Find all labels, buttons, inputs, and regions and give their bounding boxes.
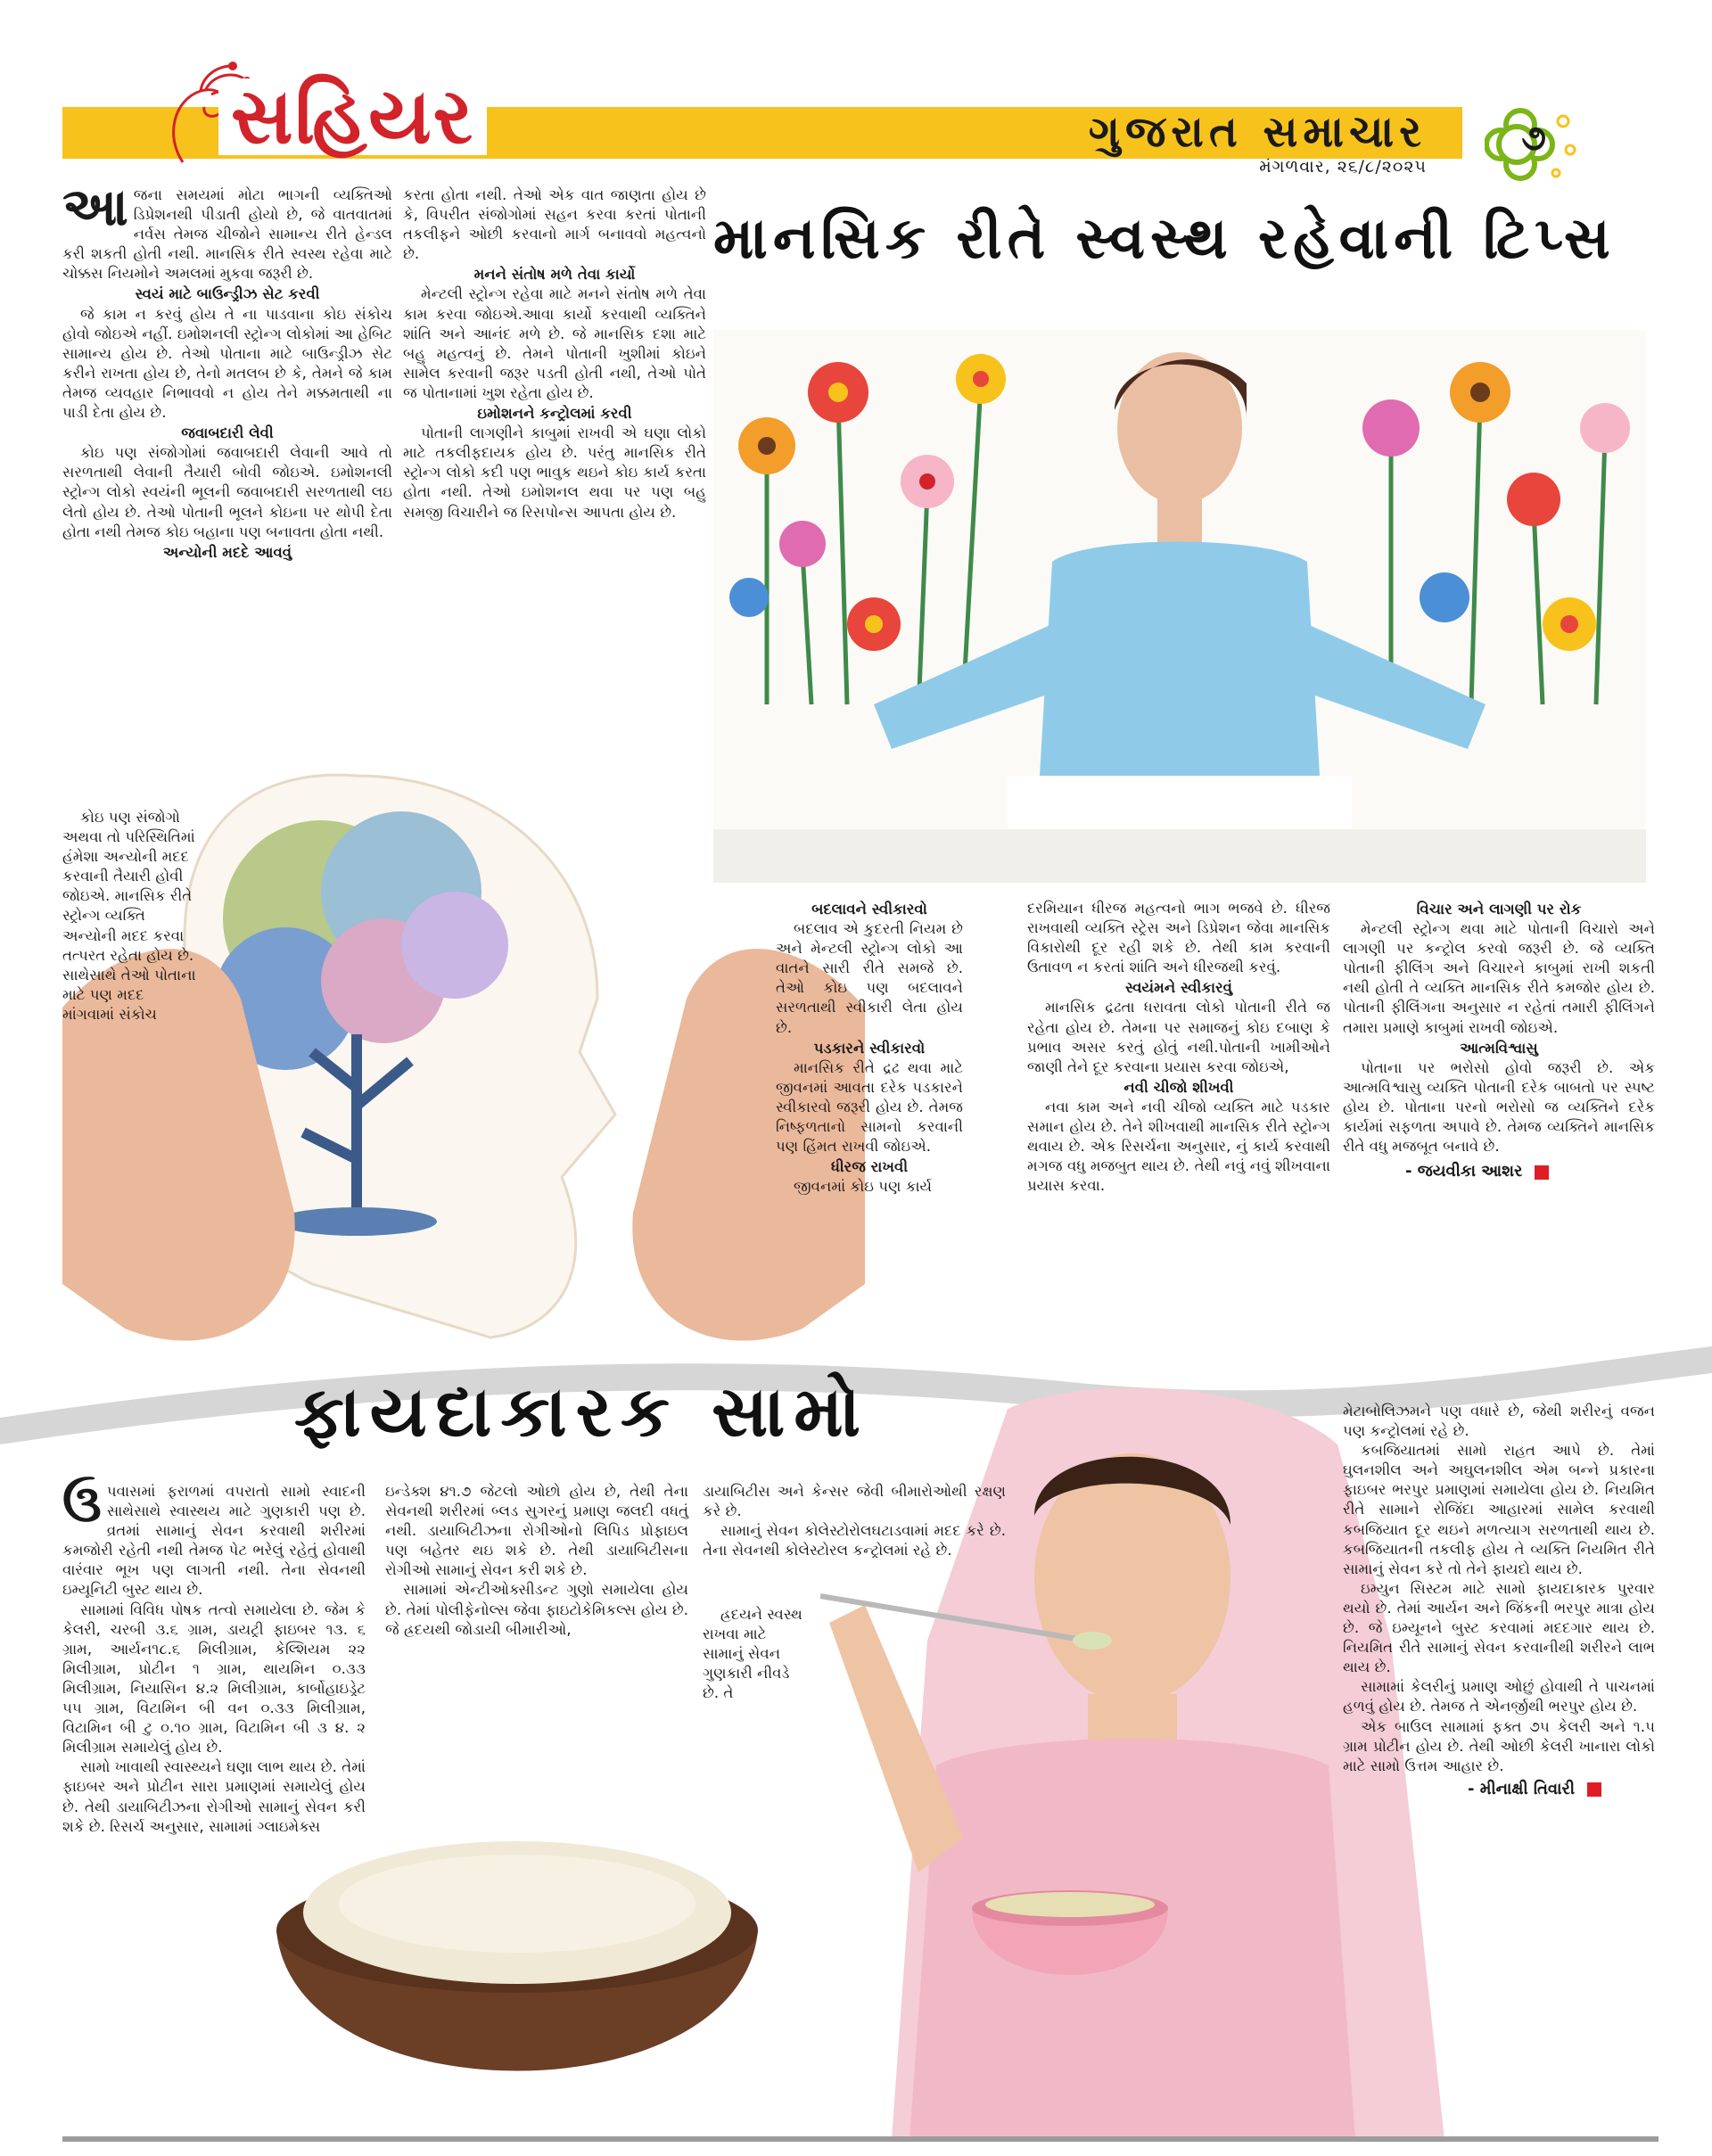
body-text: હ્રદયને સ્વસ્થ રાખવા માટે સામાનું સેવન ગુણકારી નીવડે છે. તે [703, 1606, 802, 1702]
article-1-column-1-wrap [62, 808, 196, 1025]
body-text: સામામાં કેલરીનું પ્રમાણ ઓછું હોવાથી તે પાચનમાં હળવું હોય છે. તેમજ તે એનર્જીથી ભરપુર હોય છે. [1343, 1678, 1655, 1716]
article-1-column-1 [62, 177, 392, 563]
newspaper-name: ગુજરાત સમાચાર [1088, 107, 1427, 157]
body-text: દરમિયાન ધીરજ મહત્વનો ભાગ ભજવે છે. ધીરજ રાખવાથી વ્યક્તિ સ્ટ્રેસ અને ડિપ્રેશન જેવા માનસિક વિકારોથી દૂર રહી શકે છે. તેથી કામ કરવાની ઉતાવળ ન કરતાં શાંતિ અને ધીરજથી કરવું. [1027, 900, 1330, 976]
subhead: અન્યોની મદદે આવવું [162, 543, 292, 561]
issue-date: મંગળવાર, ૨૬/૮/૨૦૨૫ [1259, 157, 1427, 177]
dropcap: ઉ [62, 1473, 102, 1534]
byline: - મીનાક્ષી તિવારી [1468, 1779, 1575, 1798]
body-text: પોતાની લાગણીને કાબુમાં રાખવી એ ઘણા લોકો માટે તકલીફદાયક હોય છે. પરંતુ માનસિક રીતે સ્ટ્રોન્ગ લોકો કદી પણ ભાવુક થઇને કોઇ કાર્ય કરતા હોતા નથી. તેઓ ઇમોશનલ થવા પર પણ બહુ સમજી વિચારીને જ રિસપોન્સ આપતા હોય છે. [403, 424, 706, 521]
article-1-headline: માનસિક રીતે સ્વસ્થ રહેવાની ટિપ્સ [713, 206, 1616, 272]
subhead: જવાબદારી લેવી [181, 424, 274, 442]
intro-text: જના સમયમાં મોટા ભાગની વ્યક્તિઓ ડિપ્રેશનથી પીડાતી હોયો છે, જે વાતવાતમાં નર્વસ તેમજ ચીજોને સામાન્ય રીતે હેન્ડલ કરી શકતી હોતી નથી. માનસિક રીતે સ્વસ્થ રહેવા માટે ચોક્કસ નિયમોને અમલમાં મુકવા જરૂરી છે. [62, 186, 392, 283]
body-text: સામામાં વિવિધ પોષક તત્વો સમાયેલા છે. જેમ કે કેલરી, ચરબી ૩.૬ ગ્રામ, ડાયટ્રી ફાઇબર ૧૩. ૬ ગ્રામ, આર્યન૧૮.૬ મિલીગ્રામ, કેલ્શિયમ ૨૨ મિલીગ્રામ, પ્રોટીન ૧ ગ્રામ, થાયમિન ૦.૩૩ મિલીગ્રામ, નિયાસિન ૪.૨ મિલીગ્રામ, કાર્બોહાઇડ્રેટ ૫૫ ગ્રામ, વિટામિન બી વન ૦.૩૩ મિલીગ્રામ, વિટામિન બી ટુ ૦.૧૦ ગ્રામ, વિટામિન બી ૩ ૪. ૨ મિલીગ્રામ સમાયેલું હોય છે. [62, 1601, 366, 1757]
subhead: પડકારને સ્વીકારવો [813, 1039, 926, 1057]
article-2-column-1 [62, 1473, 366, 1837]
article-2-column-3 [703, 1482, 1006, 1560]
subhead: સ્વયં માટે બાઉન્ડ્રીઝ સેટ કરવી [135, 285, 320, 303]
subhead: ધીરજ રાખવી [830, 1158, 909, 1176]
body-text: સામાનું સેવન કોલેસ્ટોરોલઘટાડવામાં મદદ કરે છે. તેના સેવનથી કોલેસ્ટોરલ કન્ટ્રોલમાં રહે છે. [703, 1522, 1006, 1559]
body-text: કબજિયાતમાં સામો રાહત આપે છે. તેમાં ઘુલનશીલ અને અઘુલનશીલ એમ બન્ને પ્રકારના ફાઇબર ભરપુર પ્રમાણમાં સમાયેલા હોય છે. નિયમિત રીતે સામાને રોજિંદા આહારમાં સામેલ કરવાથી કબજિયાત દૂર થઇને મળત્યાગ સરળતાથી થાય છે. કબજિયાતની તકલીફ હોય તે વ્યક્તિ નિયમિત રીતે સામાનું સેવન કરે તો તેને ફાયદો થાય છે. [1343, 1442, 1655, 1577]
subhead: વિચાર અને લાગણી પર રોક [1416, 901, 1582, 918]
body-text: માનસિક રીતે દ્રઢ થવા માટે જીવનમાં આવતા દરેક પડકારને સ્વીકારવો જરૂરી હોય છે. તેમજ નિષ્ફળતાનો સામનો કરવાની પણ હિંમત રાખવી જોઇએ. [776, 1058, 963, 1156]
article-1-column-5 [1343, 899, 1655, 1181]
body-text: જે કામ ન કરવું હોય તે ના પાડવાના કોઇ સંકોચ હોવો જોઇએ નહીં. ઇમોશનલી સ્ટ્રોન્ગ લોકોમાં આ હેબિટ સામાન્ય હોય છે. તેઓ પોતાના માટે બાઉન્ડ્રીઝ સેટ કરીને રાખતા હોય છે, તેનો મતલબ છે કે, તેમને જે કામ તેમજ વ્યવહાર નિભાવવો ન હોય તેને મક્કમતાથી ના પાડી દેતા હોય છે. [62, 305, 392, 422]
body-text: પવાસમાં ફરાળમાં વપરાતો સામો સ્વાદની સાથેસાથે સ્વાસ્થય માટે ગુણકારી પણ છે. વ્રતમાં સામાનું સેવન કરવાથી શરીરમાં કમજોરી રહેતી નથી તેમજ પેટ ભરેલું રહેતું હોવાથી વારંવાર ભૂખ પણ લાગતી નથી. તેના સેવનથી ઇમ્યૂનિટી બુસ્ટ થાય છે. [62, 1483, 366, 1599]
article-2-column-2 [385, 1482, 688, 1640]
body-text: મેન્ટલી સ્ટ્રોન્ગ થવા માટે પોતાની વિચારો અને લાગણી પર કન્ટ્રોલ કરવો જરૂરી છે. જે વ્યક્તિ પોતાની ફીલિંગ અને વિચારને કાબુમાં રાખી શકતી નથી હોતી તે વ્યક્તિ માનસિક રીતે કમજોર હોય છે. પોતાની ફીલિંગના અનુસાર ન રહેતાં તમારી ફીલિંગને તમારા પ્રમાણે કાબુમાં રાખવી જોઇએ. [1343, 920, 1655, 1036]
subhead: સ્વયંમને સ્વીકારવું [1125, 979, 1232, 997]
end-marker-icon [1535, 1165, 1549, 1180]
body-text: માનસિક દ્રઢતા ધરાવતા લોકો પોતાની રીતે જ રહેતા હોય છે. તેમના પર સમાજનું કોઇ દબાણ કે પ્રભાવ અસર કરતું હોતું નથી.પોતાની ખામીઓને જાણી તેને દૂર કરવાના પ્રયાસ કરવા જોઇએ, [1027, 999, 1330, 1075]
body-text: એક બાઉલ સામામાં ફક્ત ૭૫ કેલરી અને ૧.૫ ગ્રામ પ્રોટીન હોય છે. તેથી ઓછી કેલરી ખાનારા લોકો માટે સામો ઉત્તમ આહાર છે. [1343, 1717, 1655, 1774]
dropcap: આ [62, 177, 128, 237]
body-text: સામામાં એન્ટીઓક્સીડન્ટ ગુણો સમાયેલા હોય છે. તેમાં પોલીફેનોલ્સ જેવા ફાઇટોકેમિકલ્સ હોય છે. જે હ્રદયથી જોડાયી બીમારીઓ, [385, 1581, 688, 1638]
subhead: બદલાવને સ્વીકારવો [811, 901, 927, 918]
body-text: બદલાવ એ કુદરતી નિયમ છે અને મેન્ટલી સ્ટ્રોન્ગ લોકો આ વાતને સારી રીતે સમજે છે. તેઓ કોઇ પણ બદલાવને સરળતાથી સ્વીકારી લેતા હોય છે. [776, 920, 963, 1036]
article-2-column-3-wrap [703, 1605, 810, 1703]
body-text: કરતા હોતા નથી. તેઓ એક વાત જાણતા હોય છે કે, વિપરીત સંજોગોમાં સહન કરવા કરતાં પોતાની તકલીફને ઓછી કરવાનો માર્ગ બનાવવો મહત્વનો છે. [403, 186, 706, 263]
article-2-column-4 [1343, 1402, 1655, 1799]
page-bottom-rule [62, 2136, 1658, 2142]
article-2-headline: ફાયદાકારક સામો [294, 1372, 869, 1452]
article-1-column-3 [776, 899, 963, 1197]
body-text: ડાયાબિટીસ અને કેન્સર જેવી બીમારોઓથી રક્ષણ કરે છે. [703, 1483, 1006, 1520]
body-text: કોઇ પણ સંજોગોમાં જવાબદારી લેવાની આવે તો સરળતાથી લેવાની તૈયારી બોવી જોઇએ. ઇમોશનલી સ્ટ્રોન્ગ લોકો સ્વયંની ભૂલની જવાબદારી સરળતાથી લઇ લેતો હોય છે. તેઓ પોતાની ભૂલને કોઇના પર થોપી દેતા હોતા નથી તેમજ કોઇ બહાના પણ બનાવતા હોતા નથી. [62, 444, 392, 540]
subhead: નવી ચીજો શીખવી [1124, 1078, 1234, 1096]
body-text: પોતાના પર ભરોસો હોવો જરૂરી છે. એક આત્મવિશ્વાસુ વ્યક્તિ પોતાની દરેક બાબતો પર સ્પષ્ટ હોય છે. પોતાના પરનો ભરોસો જ વ્યક્તિને દરેક કાર્યમાં સફળતા અપાવે છે. તેમજ વ્યક્તિને માનસિક રીતે વધુ મજબૂત બનાવે છે. [1343, 1058, 1655, 1156]
body-text: ઇન્ડેક્શ ૪૧.૭ જેટલો ઓછો હોય છે, તેથી તેના સેવનથી શરીરમાં બ્લડ સુગરનું પ્રમાણ જલદી વધતું નથી. ડાયાબિટીઝના રોગીઓનો લિપિડ પ્રોફાઇલ પણ બહેતર થઇ શકે છે. તેથી ડાયાબિટીસના રોગીઓ સામાનું સેવન કરી શકે છે. [385, 1483, 688, 1579]
body-text: જીવનમાં કોઇ પણ કાર્ય [794, 1178, 933, 1196]
body-text: કોઇ પણ સંજોગો અથવા તો પરિસ્થિતિમાં હંમેશા અન્યોની મદદ કરવાની તૈયારી હોવી જોઇએ. માનસિક રીતે સ્ટ્રોન્ગ વ્યક્તિ અન્યોની મદદ કરવા તત્પરત રહેતા હોય છે. સાથેસાથે તેઓ પોતાના માટે પણ મદદ માંગવામાં સંકોચ [62, 809, 196, 1023]
section-logo: સહિયર [218, 78, 487, 155]
subhead: ઇમોશનને કન્ટ્રોલમાં કરવી [477, 405, 632, 423]
body-text: મેટાબોલિઝમને પણ વધારે છે, જેથી શરીરનું વજન પણ કન્ટ્રોલમાં રહે છે. [1343, 1403, 1655, 1440]
end-marker-icon [1587, 1782, 1601, 1797]
body-text: નવા કામ અને નવી ચીજો વ્યક્તિ માટે પડકાર સમાન હોય છે. તેને શીખવાથી માનસિક રીતે સ્ટ્રોન્ગ થવાય છે. એક રિસર્ચના અનુસાર, નું કાર્ય કરવાથી મગજ વધુ મજબુત થાય છે. તેથી નવું નવું શીખવાના પ્રયાસ કરવા. [1027, 1098, 1330, 1195]
article-1-column-4 [1027, 899, 1330, 1196]
subhead: આત્મવિશ્વાસુ [1460, 1039, 1538, 1057]
page-number: ૭ [1521, 118, 1546, 159]
byline: - જયવીકા આશર [1405, 1162, 1523, 1181]
body-text: ઇમ્યુન સિસ્ટમ માટે સામો ફાયદાકારક પુરવાર થયો છે. તેમાં આર્યન અને જિંકની ભરપુર માત્રા હોય છે. જે ઇમ્યૂનને બુસ્ટ કરવામાં મદદગાર થાય છે. નિયમિત રીતે સામાનું સેવન કરવાનીથી શરીરને લાભ થાય છે. [1343, 1579, 1655, 1676]
body-text: સામો ખાવાથી સ્વાસ્થ્યને ઘણા લાભ થાય છે. તેમાં ફાઇબર અને પ્રોટીન સારા પ્રમાણમાં સમાયેલું હોય છે. તેથી ડાયાબિટીઝના રોગીઓ સામાનું સેવન કરી શકે છે. રિસર્ચ અનુસાર, સામામાં ગ્લાઇમેક્સ [62, 1758, 366, 1835]
subhead: મનને સંતોષ મળે તેવા કાર્યો [473, 266, 636, 284]
body-text: મેન્ટલી સ્ટ્રોન્ગ રહેવા માટે મનને સંતોષ મળે તેવા કામ કરવા જોઇએ.આવા કાર્યો કરવાથી વ્યક્તિને શાંતિ અને આનંદ મળે છે. જે માનસિક દશા માટે બહુ મહત્વનું છે. તેમને પોતાની ખુશીમાં કોઇને સામેલ કરવાની જરૂર પડતી હોતી નથી, તેઓ પોતે જ પોતાનામાં ખુશ રહેતા હોય છે. [403, 285, 706, 401]
article-1-column-2 [403, 185, 706, 523]
